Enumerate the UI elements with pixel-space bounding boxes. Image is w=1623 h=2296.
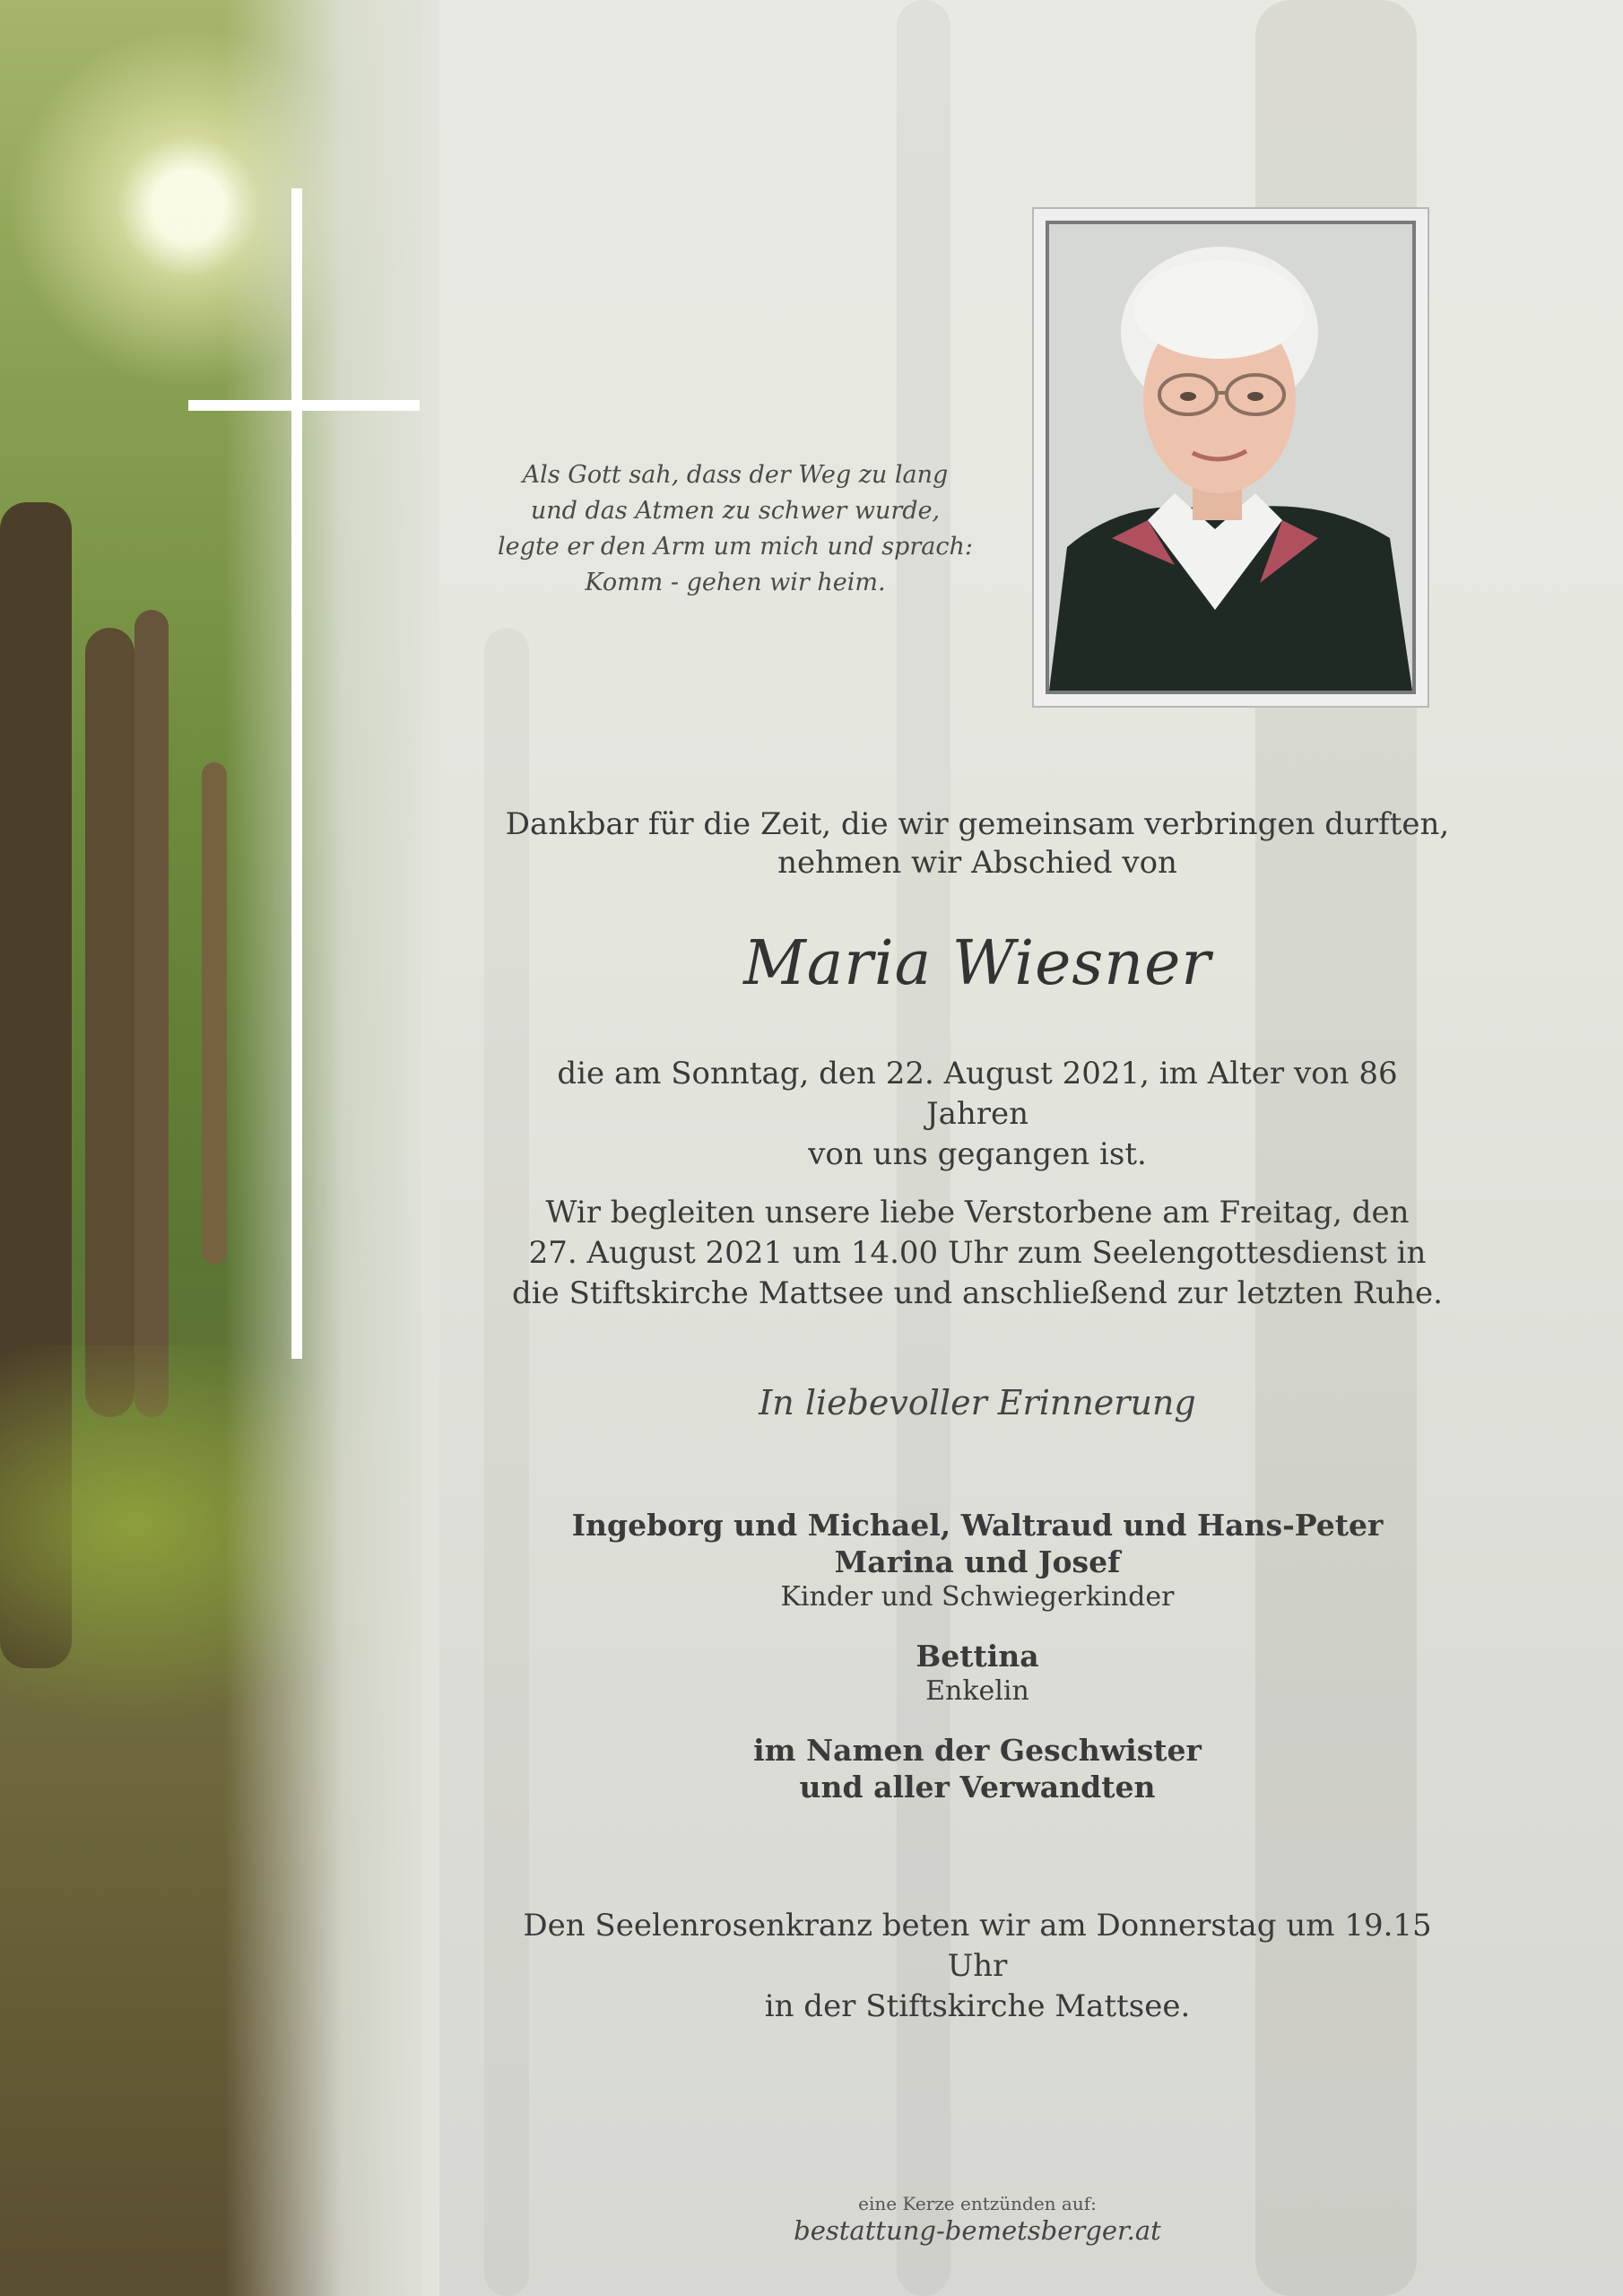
- intro-line: Dankbar für die Zeit, die wir gemeinsam verbringen durften,: [505, 806, 1450, 842]
- verse-line: legte er den Arm um mich und sprach:: [498, 533, 973, 561]
- intro-line: nehmen wir Abschied von: [777, 845, 1177, 881]
- mourner-group: [502, 1507, 1453, 1614]
- funeral-line: Wir begleiten unsere liebe Verstorbene am Freitag, den: [545, 1195, 1410, 1231]
- candle-caption: eine Kerze entzünden auf:: [858, 2193, 1097, 2214]
- tree-trunk: [202, 762, 227, 1265]
- verse-line: Als Gott sah, dass der Weg zu lang: [522, 461, 949, 489]
- deceased-name: Maria Wiesner: [743, 928, 1211, 999]
- portrait-illustration: [1049, 224, 1412, 691]
- intro-text: [502, 805, 1453, 883]
- footer: [502, 2193, 1453, 2247]
- memorial-verse: [484, 457, 986, 601]
- death-notice: [502, 1054, 1453, 1175]
- mourner-names: Ingeborg und Michael, Waltraud und Hans-Peter: [571, 1508, 1384, 1543]
- funeral-line: die Stiftskirche Mattsee und anschließend zur letzten Ruhe.: [512, 1275, 1443, 1311]
- portrait-photo: [1046, 221, 1416, 694]
- mourner-role: Enkelin: [925, 1675, 1029, 1707]
- mourners-list: [502, 1507, 1453, 1805]
- mourner-role: Kinder und Schwiegerkinder: [780, 1581, 1175, 1613]
- rosary-line: in der Stiftskirche Mattsee.: [764, 1988, 1191, 2024]
- verse-line: Komm - gehen wir heim.: [585, 569, 886, 596]
- tree-trunk: [135, 610, 169, 1417]
- death-notice-line: die am Sonntag, den 22. August 2021, im Alter von 86 Jahren: [557, 1056, 1398, 1132]
- tree-trunk: [85, 628, 135, 1417]
- remembrance-heading: In liebevoller Erinnerung: [759, 1383, 1196, 1422]
- mourner-names: Marina und Josef: [834, 1544, 1121, 1579]
- funeral-line: 27. August 2021 um 14.00 Uhr zum Seelengottesdienst in: [528, 1235, 1427, 1271]
- forest-fade: [224, 0, 439, 2296]
- mourner-group: [502, 1732, 1453, 1805]
- cross-horizontal-bar: [188, 400, 420, 411]
- mourner-names: im Namen der Geschwister: [753, 1733, 1202, 1768]
- cross-vertical-bar: [291, 188, 302, 1359]
- funeral-notice: [502, 1193, 1453, 1314]
- rosary-line: Den Seelenrosenkranz beten wir am Donnerstag um 19.15 Uhr: [523, 1908, 1432, 1984]
- death-notice-line: von uns gegangen ist.: [808, 1136, 1147, 1172]
- mourner-names: und aller Verwandten: [799, 1770, 1156, 1805]
- verse-line: und das Atmen zu schwer wurde,: [530, 497, 941, 525]
- mourner-names: Bettina: [916, 1639, 1039, 1674]
- rosary-notice: [502, 1906, 1453, 2027]
- mourner-group: [502, 1638, 1453, 1709]
- funeral-home-link[interactable]: bestattung-bemetsberger.at: [794, 2215, 1161, 2246]
- portrait-frame: [1032, 207, 1429, 708]
